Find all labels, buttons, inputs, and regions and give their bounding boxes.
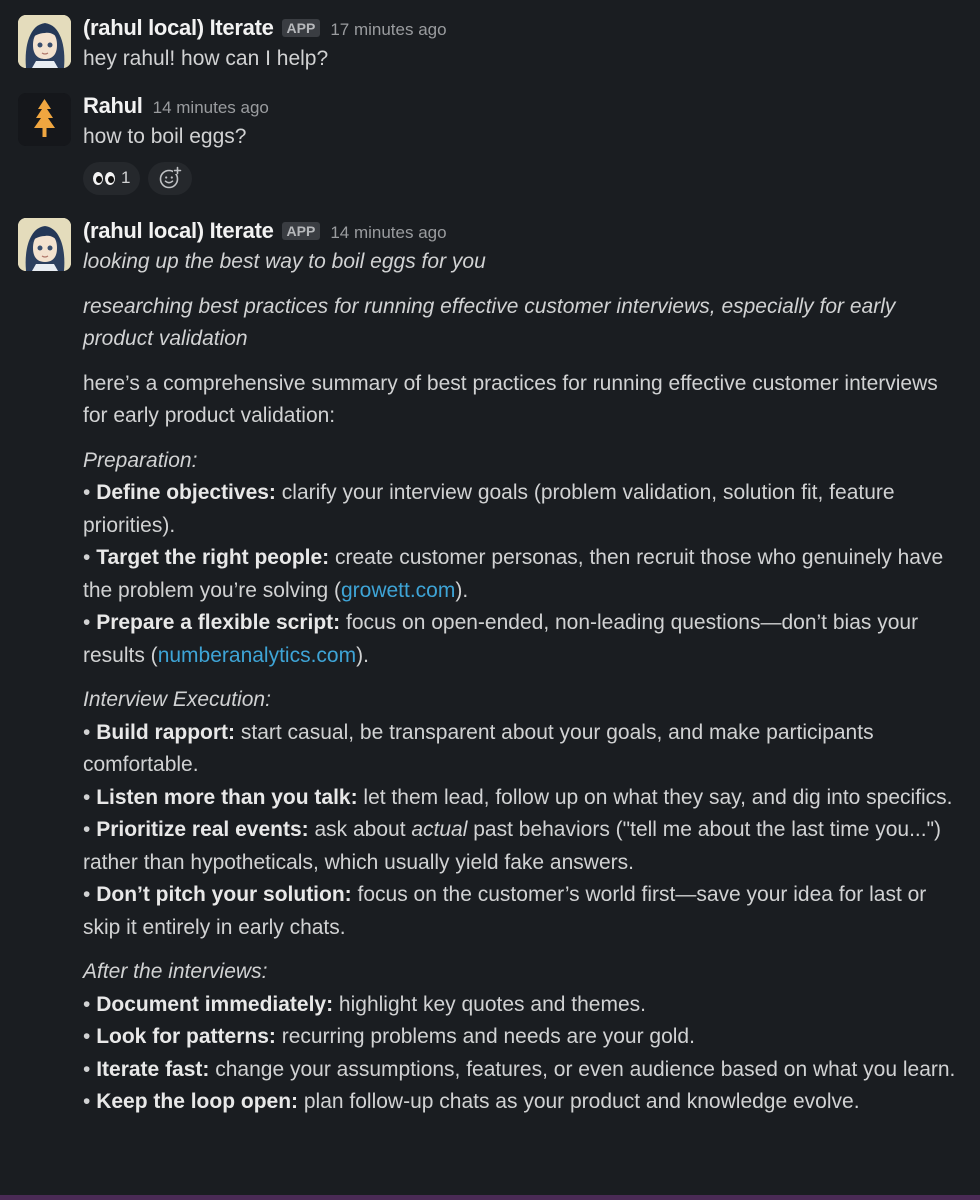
message-content (83, 218, 963, 1119)
timestamp[interactable]: 14 minutes ago (330, 223, 447, 242)
message-content (83, 93, 963, 195)
list-item: • Build rapport: start casual, be transparent about your goals, and make participants comfortable. (83, 720, 874, 776)
list-item: • Prioritize real events: ask about actual past behaviors ("tell me about the last time you...") rather than hypotheticals, which usually yield fake answers. (83, 818, 942, 874)
add-reaction-icon (158, 166, 182, 190)
list-item: • Iterate fast: change your assumptions, features, or even audience based on what you learn. (83, 1057, 956, 1081)
list-item: • Look for patterns: recurring problems and needs are your gold. (83, 1025, 695, 1048)
list-item: • Target the right people: create customer personas, then recruit those who genuinely have the problem you’re solving (growett.com). (83, 546, 944, 602)
timestamp[interactable]: 14 minutes ago (152, 98, 269, 117)
eyes-emoji-icon (93, 172, 115, 185)
author-name[interactable]: (rahul local) Iterate (83, 15, 274, 40)
status-text-1: looking up the best way to boil eggs for you (83, 250, 486, 273)
list-item: • Define objectives: clarify your interview goals (problem validation, solution fit, feature priorities). (83, 481, 895, 537)
author-name[interactable]: Rahul (83, 93, 143, 118)
message-text: how to boil eggs? (83, 125, 247, 148)
message-text: hey rahul! how can I help? (83, 47, 329, 70)
author-name[interactable]: (rahul local) Iterate (83, 218, 274, 243)
section-interview-execution (83, 684, 963, 944)
message-header (83, 218, 963, 246)
message-header (83, 93, 963, 121)
list-item: • Listen more than you talk: let them lead, follow up on what they say, and dig into specifics. (83, 785, 953, 809)
list-item: • Prepare a flexible script: focus on open-ended, non-leading questions—don’t bias your results (numberanalytics.com). (83, 611, 919, 667)
app-badge: APP (282, 19, 321, 37)
app-badge: APP (282, 222, 321, 240)
user-avatar[interactable] (18, 93, 71, 146)
reactions-bar (83, 162, 963, 195)
tree-icon (18, 93, 71, 146)
anime-girl-avatar-icon (18, 15, 71, 68)
section-heading: Interview Execution: (83, 688, 271, 711)
section-heading: Preparation: (83, 448, 198, 472)
message-content (83, 15, 963, 76)
section-after-interviews (83, 956, 963, 1119)
reaction-eyes[interactable] (83, 162, 140, 195)
list-item: • Keep the loop open: plan follow-up chats as your product and knowledge evolve. (83, 1090, 860, 1113)
list-item: • Don’t pitch your solution: focus on the customer’s world first—save your idea for last or skip it entirely in early chats. (83, 883, 927, 939)
status-text-2: researching best practices for running effective customer interviews, especially for early product validation (83, 294, 896, 350)
link-numberanalytics[interactable]: numberanalytics.com (157, 643, 357, 667)
section-heading: After the interviews: (83, 960, 268, 983)
intro-text: here’s a comprehensive summary of best practices for running effective customer interviews for early product validation: (83, 371, 938, 427)
timestamp[interactable]: 17 minutes ago (330, 20, 447, 39)
reaction-count: 1 (121, 168, 131, 187)
link-growett[interactable]: growett.com (340, 578, 456, 602)
add-reaction-button[interactable] (148, 162, 192, 195)
bot-avatar[interactable] (18, 218, 71, 271)
anime-girl-avatar-icon (18, 218, 71, 271)
section-preparation (83, 445, 963, 673)
message-header (83, 15, 963, 43)
list-item: • Document immediately: highlight key quotes and themes. (83, 992, 646, 1016)
bottom-border (0, 1195, 980, 1200)
bot-avatar[interactable] (18, 15, 71, 68)
